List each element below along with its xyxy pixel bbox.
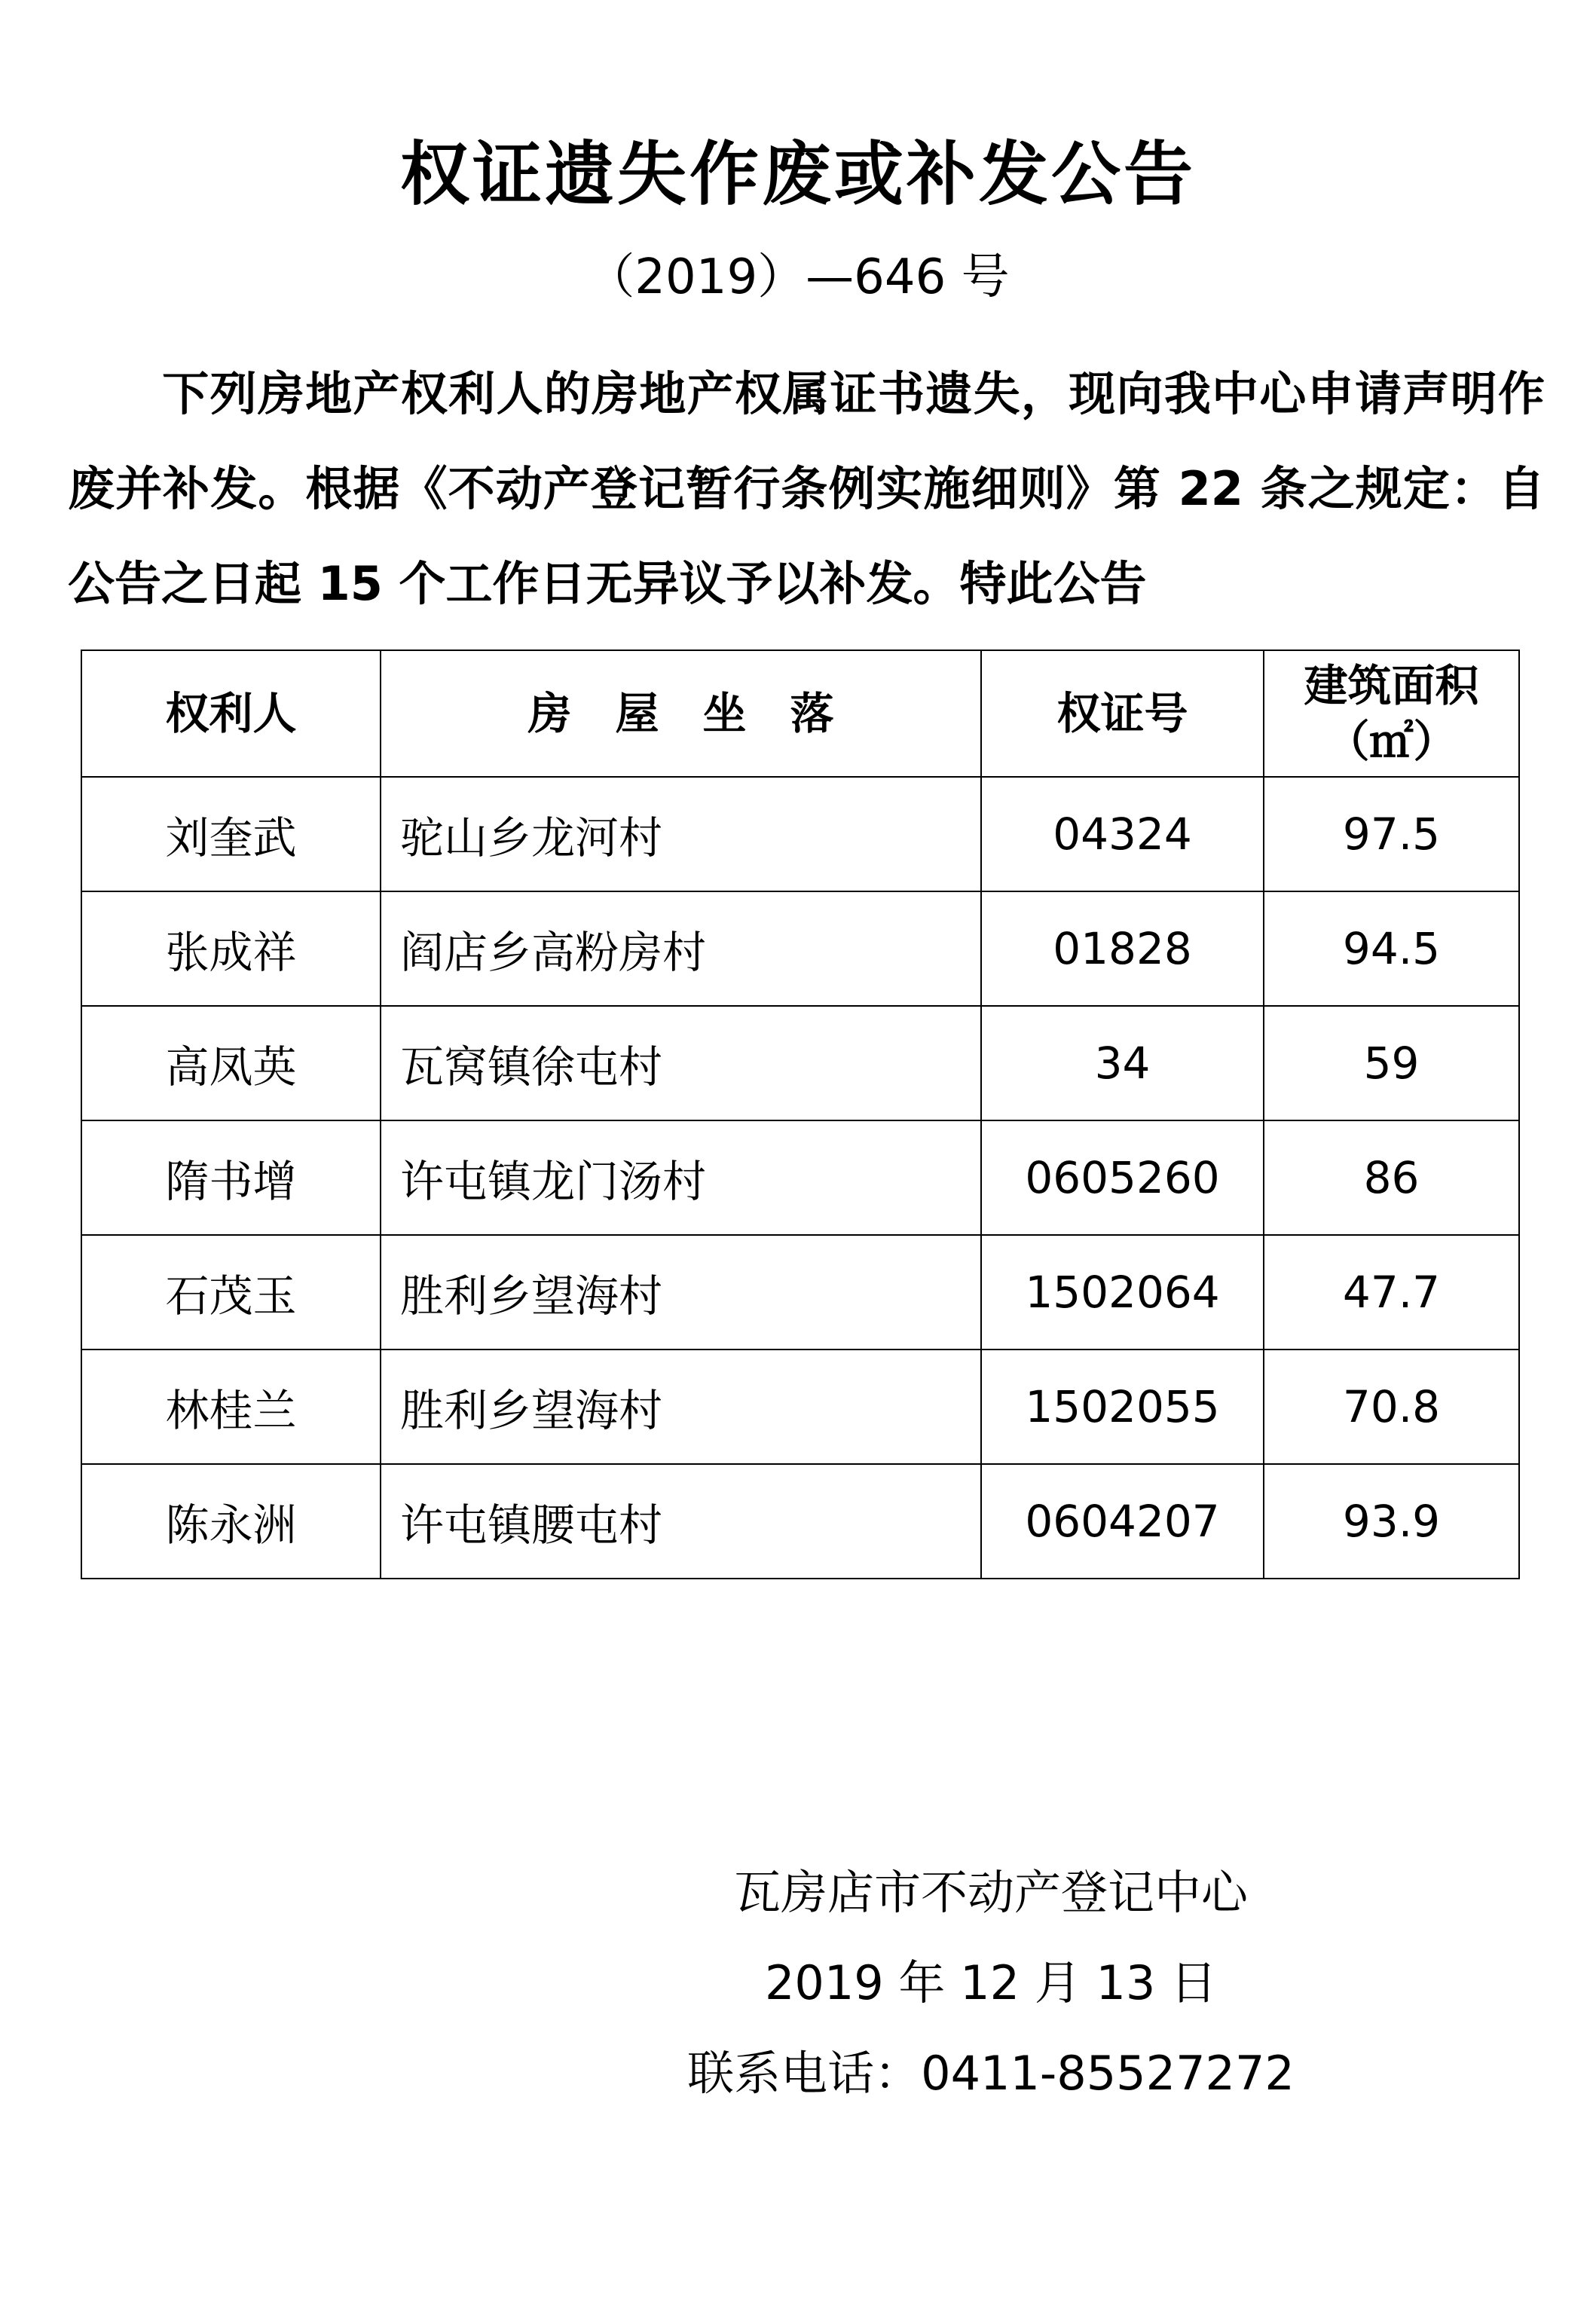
cell-holder: 张成祥 — [81, 891, 381, 1006]
header-area-label: 建筑面积 — [1304, 660, 1479, 711]
cell-cert-number: 34 — [981, 1006, 1264, 1120]
cell-holder: 刘奎武 — [81, 777, 381, 891]
records-table — [81, 650, 1520, 1579]
notice-number: （2019）—646 号 — [586, 249, 1010, 305]
cell-address: 许屯镇龙门汤村 — [381, 1120, 981, 1235]
header-area-unit: （㎡） — [1325, 716, 1457, 767]
cell-cert-number: 04324 — [981, 777, 1264, 891]
table-row — [81, 891, 1519, 1006]
table-row — [81, 777, 1519, 891]
cell-address: 胜利乡望海村 — [381, 1235, 981, 1350]
cell-area: 97.5 — [1264, 777, 1519, 891]
cell-holder: 隋书增 — [81, 1120, 381, 1235]
header-area — [1264, 650, 1519, 777]
cell-address: 胜利乡望海村 — [381, 1350, 981, 1464]
cell-area: 94.5 — [1264, 891, 1519, 1006]
cell-holder: 陈永洲 — [81, 1464, 381, 1579]
cell-cert-number: 1502055 — [981, 1350, 1264, 1464]
cell-area: 47.7 — [1264, 1235, 1519, 1350]
cell-cert-number: 0604207 — [981, 1464, 1264, 1579]
cell-holder: 高凤英 — [81, 1006, 381, 1120]
issuing-organization: 瓦房店市不动产登记中心 — [733, 1865, 1248, 1920]
cell-holder: 石茂玉 — [81, 1235, 381, 1350]
cell-cert-number: 0605260 — [981, 1120, 1264, 1235]
cell-address: 瓦窝镇徐屯村 — [381, 1006, 981, 1120]
header-cert-number: 权证号 — [981, 650, 1264, 777]
notice-body-text: 下列房地产权利人的房地产权属证书遗失，现向我中心申请声明作废并补发。根据《不动产登记暂行条例实施细则》第 22 条之规定：自公告之日起 15 个工作日无异议予以补发。特此公告 — [68, 366, 1545, 611]
cell-holder: 林桂兰 — [81, 1350, 381, 1464]
cell-area: 70.8 — [1264, 1350, 1519, 1464]
cell-area: 59 — [1264, 1006, 1519, 1120]
cell-cert-number: 1502064 — [981, 1235, 1264, 1350]
notice-body — [68, 347, 1545, 631]
table-row — [81, 1120, 1519, 1235]
cell-address: 许屯镇腰屯村 — [381, 1464, 981, 1579]
cell-area: 93.9 — [1264, 1464, 1519, 1579]
contact-phone: 联系电话：0411-85527272 — [687, 2046, 1295, 2101]
table-row — [81, 1350, 1519, 1464]
cell-address: 阎店乡高粉房村 — [381, 891, 981, 1006]
table-row — [81, 1464, 1519, 1579]
cell-area: 86 — [1264, 1120, 1519, 1235]
notice-title: 权证遗失作废或补发公告 — [399, 134, 1196, 215]
issue-date: 2019 年 12 月 13 日 — [764, 1955, 1218, 2010]
header-address: 房 屋 坐 落 — [381, 650, 981, 777]
cell-address: 驼山乡龙河村 — [381, 777, 981, 891]
table-header-row — [81, 650, 1519, 777]
header-holder: 权利人 — [81, 650, 381, 777]
cell-cert-number: 01828 — [981, 891, 1264, 1006]
table-row — [81, 1006, 1519, 1120]
table-row — [81, 1235, 1519, 1350]
